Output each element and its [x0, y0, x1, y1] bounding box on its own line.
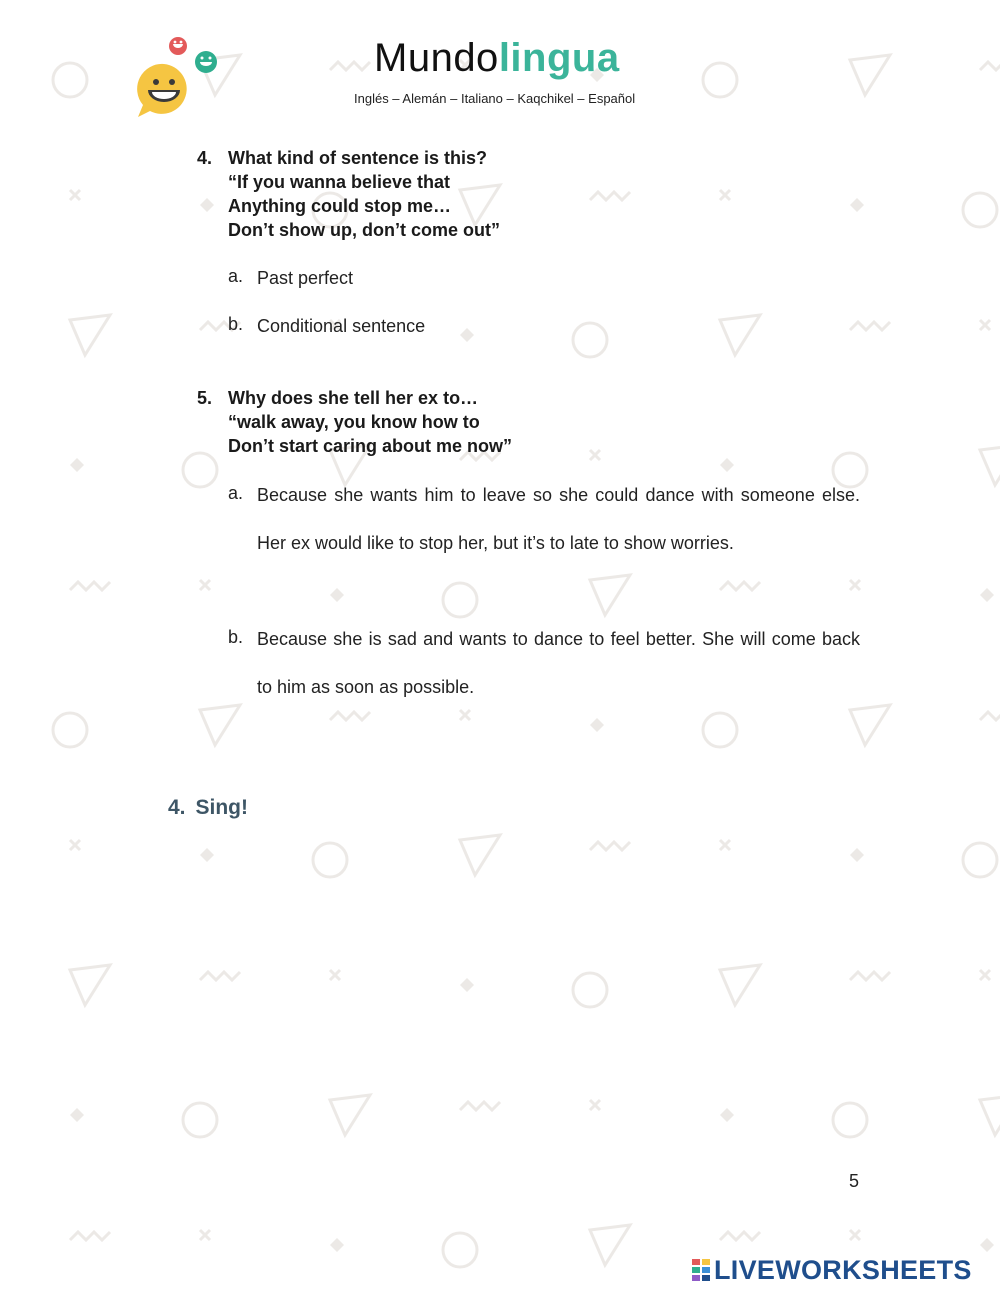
brand-part-1: Mundo — [374, 36, 499, 80]
option-letter: a. — [228, 483, 244, 503]
question-number: 5. — [197, 388, 213, 408]
q4-option-b[interactable] — [228, 314, 860, 338]
q5-option-a[interactable] — [228, 471, 860, 567]
section-number: 4. — [168, 796, 186, 819]
liveworksheets-logo[interactable] — [692, 1255, 972, 1285]
option-letter: b. — [228, 314, 244, 334]
question-line: Don’t start caring about me now” — [228, 436, 513, 456]
option-letter: a. — [228, 266, 244, 286]
question-line: “walk away, you know how to — [228, 412, 480, 432]
liveworksheets-wordmark: LIVEWORKSHEETS — [714, 1254, 972, 1285]
section-title: Sing! — [195, 796, 249, 819]
option-text: Because she is sad and wants to dance to feel better. She will come back to him as soon as possible. — [257, 629, 860, 697]
question-number: 4. — [197, 148, 213, 168]
liveworksheets-icon — [692, 1259, 710, 1281]
brand-part-2: lingua — [498, 36, 620, 80]
option-letter: b. — [228, 627, 244, 647]
q5-option-b[interactable] — [228, 615, 860, 711]
question-line: Why does she tell her ex to… — [228, 388, 479, 408]
section-heading — [168, 796, 248, 820]
question-5 — [197, 386, 837, 458]
brand-tagline: Inglés – Alemán – Italiano – Kaqchikel – Español — [354, 91, 636, 106]
q4-option-a[interactable] — [228, 266, 860, 290]
option-text: Past perfect — [257, 268, 354, 288]
question-4 — [197, 146, 837, 242]
question-line: “If you wanna believe that — [228, 172, 451, 192]
page-number: 5 — [849, 1171, 860, 1191]
option-text: Conditional sentence — [257, 316, 426, 336]
question-line: Don’t show up, don’t come out” — [228, 220, 500, 240]
option-text: Because she wants him to leave so she could dance with someone else. Her ex would like to stop her, but it’s to late to show worries. — [257, 485, 860, 553]
question-line: Anything could stop me… — [228, 196, 451, 216]
question-line: What kind of sentence is this? — [228, 148, 488, 168]
